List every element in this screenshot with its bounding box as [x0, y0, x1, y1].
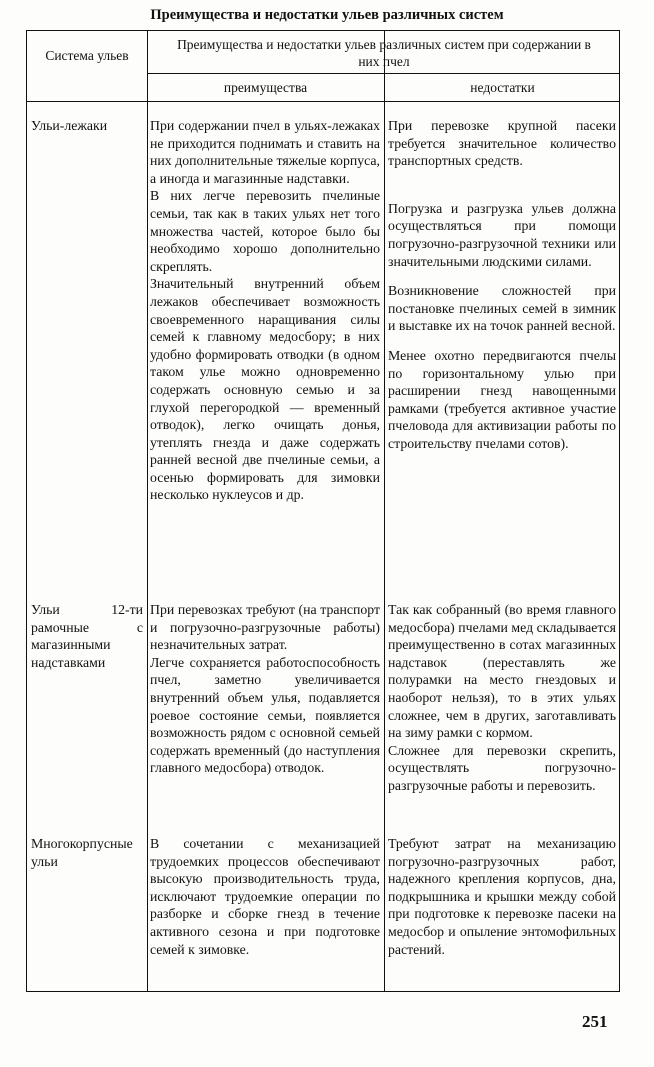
header-disadvantages: недостатки [470, 80, 535, 95]
advantage-text: Легче сохраняется работоспособность пчел, заметно увеличивается внутренний объем улья, подавляется роевое состояние семьи, появляется возможность рядом с основной семьей содержать временный (до наступления главного медосбора) отводок. [150, 654, 380, 776]
row-disadvantages-12-frame [388, 601, 616, 795]
disadvantage-text: Менее охотно передвигаются пчелы по горизонтальному улью при расширении гнезд навощенными рамками (требуется активное участие пчеловода для активизации работы по строительству пчелами сотов). [388, 347, 616, 451]
disadvantage-text: При перевозке крупной пасеки требуется значительное количество транспортных средств. [388, 118, 616, 169]
header-advantages: преимущества [223, 80, 308, 95]
row-advantages-lezhaki [150, 117, 380, 504]
page-number: 251 [582, 1012, 608, 1031]
row-disadvantages-lezhaki [388, 117, 616, 453]
header-bottom-rule [27, 101, 619, 102]
row-system-multi-body: Многокорпусные ульи [31, 836, 133, 869]
advantage-text: Значительный внутренний объем лежаков обеспечивает возможность своевременного наращивания силы семей к главному медосбору; в них удобно формировать отводки (в одном таком улье можно одновременно содержать основную семью и за глухой перегородкой — временный отводок), легко очищать донья, утеплять гнезда и даже содержать ранней весной две пчелиные семьи, а осенью формировать для зимовки несколько нуклеусов и др. [150, 276, 380, 503]
column-divider-advantages [384, 31, 385, 991]
page-title: Преимущества и недостатки ульев различных систем [150, 7, 504, 23]
header-group: Преимущества и недостатки ульев различных систем при содержании в них пчел [177, 37, 591, 69]
disadvantage-text: Погрузка и разгрузка ульев должна осуществляться при помощи погрузочно-разгрузочной техники или значительными людскими силами. [388, 200, 616, 269]
comparison-table [26, 30, 620, 992]
row-system-12-frame: Ульи 12-ти рамочные с магазинными надставками [31, 602, 143, 670]
row-advantages-multi-body [150, 835, 380, 958]
disadvantage-text: Требуют затрат на механизацию погрузочно-разгрузочных работ, надежного крепления корпусов, дна, подкрышника и крышки между собой при подготовке к перевозке пасеки на медосбор и опыление энтомофильных растений. [388, 836, 616, 957]
row-advantages-12-frame [150, 601, 380, 777]
header-subdivider [147, 73, 619, 74]
disadvantage-text: Сложнее для перевозки скрепить, осуществлять погрузочно-разгрузочные работы и перевозить. [388, 742, 616, 793]
disadvantage-text: Возникновение сложностей при постановке пчелиных семей в зимник и выставке их на точок ранней весной. [388, 283, 616, 334]
row-system-lezhaki: Ульи-лежаки [31, 118, 108, 133]
header-system: Система ульев [45, 48, 129, 63]
advantage-text: При содержании пчел в ульях-лежаках не приходится поднимать и ставить на них дополнительные тяжелые корпуса, а иногда и магазинные надставки. [150, 118, 380, 186]
disadvantage-text: Так как собранный (во время главного медосбора) пчелами мед складывается преимущественно в сотах магазинных надставок (переставлять же полурамки на место гнездовых и наоборот нельзя), то в этих ульях сложнее, чем в других, заготавливать на зиму рамки с кормом. [388, 602, 616, 741]
advantage-text: В сочетании с механизацией трудоемких процессов обеспечивают высокую производительность труда, исключают трудоемкие операции по разборке и сборке гнезд в течение активного сезона и при подготовке семей к зимовке. [150, 836, 380, 957]
advantage-text: В них легче перевозить пчелиные семьи, так как в таких ульях нет того множества частей, которое было бы необходимо хорошо дополнительно скреплять. [150, 188, 380, 274]
row-disadvantages-multi-body [388, 835, 616, 958]
column-divider-system [147, 31, 148, 991]
advantage-text: При перевозках требуют (на транспорт и погрузочно-разгрузочные работы) незначительных затрат. [150, 602, 380, 653]
